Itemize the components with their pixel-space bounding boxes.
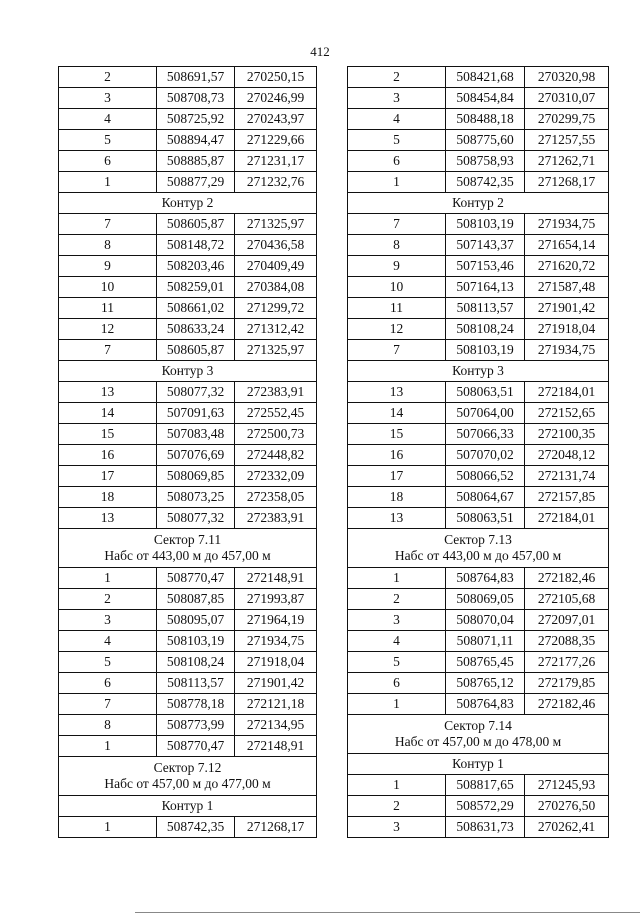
table-row <box>59 403 317 424</box>
point-number-cell: 3 <box>348 817 446 838</box>
x-coordinate-cell: 508095,07 <box>157 610 235 631</box>
y-coordinate-cell: 272182,46 <box>525 694 609 715</box>
point-number-cell: 3 <box>348 88 446 109</box>
y-coordinate-cell: 272134,95 <box>235 715 317 736</box>
table-row <box>59 109 317 130</box>
table-row <box>348 694 609 715</box>
table-row <box>59 631 317 652</box>
table-row <box>348 88 609 109</box>
sector-header-row <box>59 529 317 568</box>
x-coordinate-cell: 508148,72 <box>157 235 235 256</box>
y-coordinate-cell: 270409,49 <box>235 256 317 277</box>
contour-header-row <box>348 193 609 214</box>
y-coordinate-cell: 271934,75 <box>525 214 609 235</box>
table-row <box>59 715 317 736</box>
point-number-cell: 1 <box>348 694 446 715</box>
contour-title: Контур 2 <box>348 193 609 214</box>
y-coordinate-cell: 270276,50 <box>525 796 609 817</box>
point-number-cell: 15 <box>59 424 157 445</box>
sector-title: Сектор 7.14 <box>444 718 512 733</box>
point-number-cell: 15 <box>348 424 446 445</box>
point-number-cell: 4 <box>348 109 446 130</box>
point-number-cell: 3 <box>348 610 446 631</box>
table-row <box>59 568 317 589</box>
y-coordinate-cell: 272383,91 <box>235 382 317 403</box>
x-coordinate-cell: 508765,12 <box>446 673 525 694</box>
x-coordinate-cell: 508764,83 <box>446 694 525 715</box>
point-number-cell: 7 <box>59 694 157 715</box>
table-row <box>59 382 317 403</box>
table-row <box>59 673 317 694</box>
point-number-cell: 4 <box>59 631 157 652</box>
table-row <box>348 508 609 529</box>
point-number-cell: 6 <box>59 673 157 694</box>
y-coordinate-cell: 270262,41 <box>525 817 609 838</box>
y-coordinate-cell: 272148,91 <box>235 736 317 757</box>
y-coordinate-cell: 272184,01 <box>525 382 609 403</box>
point-number-cell: 8 <box>59 715 157 736</box>
table-row <box>348 109 609 130</box>
x-coordinate-cell: 508765,45 <box>446 652 525 673</box>
y-coordinate-cell: 272184,01 <box>525 508 609 529</box>
y-coordinate-cell: 271901,42 <box>525 298 609 319</box>
table-row <box>348 340 609 361</box>
sector-title: Сектор 7.13 <box>444 532 512 547</box>
point-number-cell: 1 <box>59 817 157 838</box>
x-coordinate-cell: 508708,73 <box>157 88 235 109</box>
table-row <box>348 817 609 838</box>
x-coordinate-cell: 508778,18 <box>157 694 235 715</box>
y-coordinate-cell: 272383,91 <box>235 508 317 529</box>
x-coordinate-cell: 507064,00 <box>446 403 525 424</box>
contour-header-row <box>59 361 317 382</box>
x-coordinate-cell: 508885,87 <box>157 151 235 172</box>
y-coordinate-cell: 270310,07 <box>525 88 609 109</box>
table-row <box>59 214 317 235</box>
point-number-cell: 11 <box>348 298 446 319</box>
point-number-cell: 2 <box>59 67 157 88</box>
contour-header-row <box>348 754 609 775</box>
sector-header-row <box>59 757 317 796</box>
y-coordinate-cell: 271918,04 <box>525 319 609 340</box>
y-coordinate-cell: 272048,12 <box>525 445 609 466</box>
table-row <box>59 445 317 466</box>
sector-header-row <box>348 529 609 568</box>
point-number-cell: 11 <box>59 298 157 319</box>
y-coordinate-cell: 271232,76 <box>235 172 317 193</box>
x-coordinate-cell: 508063,51 <box>446 508 525 529</box>
x-coordinate-cell: 508488,18 <box>446 109 525 130</box>
point-number-cell: 16 <box>348 445 446 466</box>
table-row <box>348 256 609 277</box>
y-coordinate-cell: 272105,68 <box>525 589 609 610</box>
y-coordinate-cell: 272100,35 <box>525 424 609 445</box>
table-row <box>348 631 609 652</box>
table-row <box>348 319 609 340</box>
point-number-cell: 8 <box>348 235 446 256</box>
x-coordinate-cell: 507153,46 <box>446 256 525 277</box>
x-coordinate-cell: 508113,57 <box>446 298 525 319</box>
point-number-cell: 13 <box>59 508 157 529</box>
y-coordinate-cell: 271257,55 <box>525 130 609 151</box>
table-row <box>348 445 609 466</box>
point-number-cell: 4 <box>59 109 157 130</box>
point-number-cell: 1 <box>59 568 157 589</box>
coordinates-table-right <box>347 66 609 838</box>
x-coordinate-cell: 508631,73 <box>446 817 525 838</box>
x-coordinate-cell: 508203,46 <box>157 256 235 277</box>
y-coordinate-cell: 271620,72 <box>525 256 609 277</box>
point-number-cell: 12 <box>59 319 157 340</box>
y-coordinate-cell: 270250,15 <box>235 67 317 88</box>
point-number-cell: 10 <box>59 277 157 298</box>
x-coordinate-cell: 508108,24 <box>157 652 235 673</box>
y-coordinate-cell: 272157,85 <box>525 487 609 508</box>
point-number-cell: 17 <box>348 466 446 487</box>
x-coordinate-cell: 508770,47 <box>157 568 235 589</box>
sector-cell <box>348 715 609 754</box>
x-coordinate-cell: 508069,85 <box>157 466 235 487</box>
point-number-cell: 2 <box>348 67 446 88</box>
contour-title: Контур 3 <box>348 361 609 382</box>
sector-cell <box>59 757 317 796</box>
y-coordinate-cell: 272448,82 <box>235 445 317 466</box>
x-coordinate-cell: 507143,37 <box>446 235 525 256</box>
table-row <box>348 130 609 151</box>
table-row <box>348 382 609 403</box>
x-coordinate-cell: 507083,48 <box>157 424 235 445</box>
y-coordinate-cell: 271587,48 <box>525 277 609 298</box>
page-number: 412 <box>310 44 330 59</box>
x-coordinate-cell: 508070,04 <box>446 610 525 631</box>
point-number-cell: 18 <box>59 487 157 508</box>
table-row <box>59 319 317 340</box>
point-number-cell: 13 <box>348 508 446 529</box>
y-coordinate-cell: 272179,85 <box>525 673 609 694</box>
y-coordinate-cell: 271229,66 <box>235 130 317 151</box>
table-row <box>59 508 317 529</box>
point-number-cell: 6 <box>59 151 157 172</box>
x-coordinate-cell: 508633,24 <box>157 319 235 340</box>
x-coordinate-cell: 508725,92 <box>157 109 235 130</box>
x-coordinate-cell: 508764,83 <box>446 568 525 589</box>
y-coordinate-cell: 271325,97 <box>235 214 317 235</box>
x-coordinate-cell: 508877,29 <box>157 172 235 193</box>
table-row <box>348 424 609 445</box>
table-row <box>348 466 609 487</box>
sector-elevation-range: Набс от 443,00 м до 457,00 м <box>394 548 562 563</box>
contour-header-row <box>348 361 609 382</box>
x-coordinate-cell: 508064,67 <box>446 487 525 508</box>
x-coordinate-cell: 508071,11 <box>446 631 525 652</box>
x-coordinate-cell: 508069,05 <box>446 589 525 610</box>
sector-title: Сектор 7.12 <box>153 760 222 775</box>
y-coordinate-cell: 272148,91 <box>235 568 317 589</box>
y-coordinate-cell: 271964,19 <box>235 610 317 631</box>
point-number-cell: 2 <box>348 796 446 817</box>
x-coordinate-cell: 508691,57 <box>157 67 235 88</box>
table-row <box>348 775 609 796</box>
coordinates-table-left <box>58 66 317 838</box>
point-number-cell: 10 <box>348 277 446 298</box>
table-row <box>348 235 609 256</box>
y-coordinate-cell: 272121,18 <box>235 694 317 715</box>
x-coordinate-cell: 508605,87 <box>157 214 235 235</box>
x-coordinate-cell: 508894,47 <box>157 130 235 151</box>
point-number-cell: 5 <box>348 130 446 151</box>
x-coordinate-cell: 507070,02 <box>446 445 525 466</box>
y-coordinate-cell: 271325,97 <box>235 340 317 361</box>
table-row <box>59 298 317 319</box>
x-coordinate-cell: 508113,57 <box>157 673 235 694</box>
y-coordinate-cell: 272152,65 <box>525 403 609 424</box>
sector-title: Сектор 7.11 <box>153 532 222 547</box>
x-coordinate-cell: 508421,68 <box>446 67 525 88</box>
contour-header-row <box>59 796 317 817</box>
table-row <box>348 610 609 631</box>
point-number-cell: 18 <box>348 487 446 508</box>
y-coordinate-cell: 270320,98 <box>525 67 609 88</box>
point-number-cell: 7 <box>59 214 157 235</box>
x-coordinate-cell: 508770,47 <box>157 736 235 757</box>
point-number-cell: 13 <box>59 382 157 403</box>
y-coordinate-cell: 271268,17 <box>235 817 317 838</box>
y-coordinate-cell: 271918,04 <box>235 652 317 673</box>
table-row <box>348 67 609 88</box>
table-row <box>59 256 317 277</box>
y-coordinate-cell: 272182,46 <box>525 568 609 589</box>
table-row <box>59 67 317 88</box>
point-number-cell: 1 <box>59 172 157 193</box>
y-coordinate-cell: 271993,87 <box>235 589 317 610</box>
sector-cell <box>59 529 317 568</box>
x-coordinate-cell: 508742,35 <box>157 817 235 838</box>
x-coordinate-cell: 508077,32 <box>157 382 235 403</box>
x-coordinate-cell: 508661,02 <box>157 298 235 319</box>
table-row <box>348 298 609 319</box>
table-row <box>59 340 317 361</box>
x-coordinate-cell: 508259,01 <box>157 277 235 298</box>
point-number-cell: 14 <box>59 403 157 424</box>
y-coordinate-cell: 270299,75 <box>525 109 609 130</box>
table-row <box>59 487 317 508</box>
sector-cell <box>348 529 609 568</box>
sector-header-row <box>348 715 609 754</box>
point-number-cell: 1 <box>348 568 446 589</box>
x-coordinate-cell: 508454,84 <box>446 88 525 109</box>
table-row <box>59 817 317 838</box>
y-coordinate-cell: 271654,14 <box>525 235 609 256</box>
contour-header-row <box>59 193 317 214</box>
y-coordinate-cell: 271934,75 <box>235 631 317 652</box>
point-number-cell: 3 <box>59 610 157 631</box>
y-coordinate-cell: 270384,08 <box>235 277 317 298</box>
point-number-cell: 6 <box>348 151 446 172</box>
y-coordinate-cell: 271268,17 <box>525 172 609 193</box>
x-coordinate-cell: 508087,85 <box>157 589 235 610</box>
y-coordinate-cell: 272552,45 <box>235 403 317 424</box>
x-coordinate-cell: 508063,51 <box>446 382 525 403</box>
y-coordinate-cell: 271312,42 <box>235 319 317 340</box>
contour-title: Контур 3 <box>59 361 317 382</box>
y-coordinate-cell: 271934,75 <box>525 340 609 361</box>
y-coordinate-cell: 272097,01 <box>525 610 609 631</box>
point-number-cell: 1 <box>59 736 157 757</box>
point-number-cell: 12 <box>348 319 446 340</box>
x-coordinate-cell: 507091,63 <box>157 403 235 424</box>
table-row <box>59 130 317 151</box>
table-row <box>348 403 609 424</box>
y-coordinate-cell: 272332,09 <box>235 466 317 487</box>
contour-title: Контур 2 <box>59 193 317 214</box>
table-row <box>59 652 317 673</box>
point-number-cell: 5 <box>348 652 446 673</box>
point-number-cell: 9 <box>59 256 157 277</box>
contour-title: Контур 1 <box>59 796 317 817</box>
table-row <box>59 88 317 109</box>
x-coordinate-cell: 508103,19 <box>446 340 525 361</box>
table-row <box>348 172 609 193</box>
x-coordinate-cell: 507076,69 <box>157 445 235 466</box>
y-coordinate-cell: 270243,97 <box>235 109 317 130</box>
bottom-rule <box>135 912 640 913</box>
point-number-cell: 9 <box>348 256 446 277</box>
table-row <box>59 610 317 631</box>
point-number-cell: 2 <box>59 589 157 610</box>
table-row <box>348 277 609 298</box>
y-coordinate-cell: 271245,93 <box>525 775 609 796</box>
x-coordinate-cell: 508605,87 <box>157 340 235 361</box>
point-number-cell: 5 <box>59 652 157 673</box>
sector-elevation-range: Набс от 457,00 м до 477,00 м <box>104 776 271 791</box>
y-coordinate-cell: 270246,99 <box>235 88 317 109</box>
table-row <box>59 151 317 172</box>
x-coordinate-cell: 508773,99 <box>157 715 235 736</box>
x-coordinate-cell: 508066,52 <box>446 466 525 487</box>
sector-elevation-range: Набс от 457,00 м до 478,00 м <box>394 734 562 749</box>
point-number-cell: 3 <box>59 88 157 109</box>
y-coordinate-cell: 270436,58 <box>235 235 317 256</box>
table-row <box>348 151 609 172</box>
table-row <box>348 796 609 817</box>
point-number-cell: 17 <box>59 466 157 487</box>
x-coordinate-cell: 508073,25 <box>157 487 235 508</box>
point-number-cell: 8 <box>59 235 157 256</box>
x-coordinate-cell: 508103,19 <box>446 214 525 235</box>
table-row <box>59 235 317 256</box>
sector-elevation-range: Набс от 443,00 м до 457,00 м <box>104 548 271 563</box>
point-number-cell: 16 <box>59 445 157 466</box>
contour-title: Контур 1 <box>348 754 609 775</box>
x-coordinate-cell: 508108,24 <box>446 319 525 340</box>
table-row <box>59 736 317 757</box>
table-row <box>59 277 317 298</box>
x-coordinate-cell: 508103,19 <box>157 631 235 652</box>
table-row <box>59 424 317 445</box>
point-number-cell: 2 <box>348 589 446 610</box>
point-number-cell: 1 <box>348 172 446 193</box>
y-coordinate-cell: 271262,71 <box>525 151 609 172</box>
point-number-cell: 7 <box>348 214 446 235</box>
table-row <box>348 487 609 508</box>
point-number-cell: 7 <box>59 340 157 361</box>
y-coordinate-cell: 272131,74 <box>525 466 609 487</box>
x-coordinate-cell: 507066,33 <box>446 424 525 445</box>
x-coordinate-cell: 508775,60 <box>446 130 525 151</box>
table-row <box>348 673 609 694</box>
point-number-cell: 6 <box>348 673 446 694</box>
y-coordinate-cell: 271299,72 <box>235 298 317 319</box>
x-coordinate-cell: 507164,13 <box>446 277 525 298</box>
x-coordinate-cell: 508077,32 <box>157 508 235 529</box>
point-number-cell: 7 <box>348 340 446 361</box>
y-coordinate-cell: 272177,26 <box>525 652 609 673</box>
point-number-cell: 5 <box>59 130 157 151</box>
table-row <box>348 589 609 610</box>
point-number-cell: 1 <box>348 775 446 796</box>
table-row <box>348 214 609 235</box>
x-coordinate-cell: 508817,65 <box>446 775 525 796</box>
table-row <box>59 589 317 610</box>
point-number-cell: 4 <box>348 631 446 652</box>
point-number-cell: 14 <box>348 403 446 424</box>
y-coordinate-cell: 272500,73 <box>235 424 317 445</box>
table-row <box>59 466 317 487</box>
point-number-cell: 13 <box>348 382 446 403</box>
table-row <box>348 568 609 589</box>
x-coordinate-cell: 508742,35 <box>446 172 525 193</box>
table-row <box>59 694 317 715</box>
y-coordinate-cell: 271901,42 <box>235 673 317 694</box>
table-row <box>348 652 609 673</box>
y-coordinate-cell: 272358,05 <box>235 487 317 508</box>
x-coordinate-cell: 508758,93 <box>446 151 525 172</box>
y-coordinate-cell: 271231,17 <box>235 151 317 172</box>
table-row <box>59 172 317 193</box>
x-coordinate-cell: 508572,29 <box>446 796 525 817</box>
y-coordinate-cell: 272088,35 <box>525 631 609 652</box>
